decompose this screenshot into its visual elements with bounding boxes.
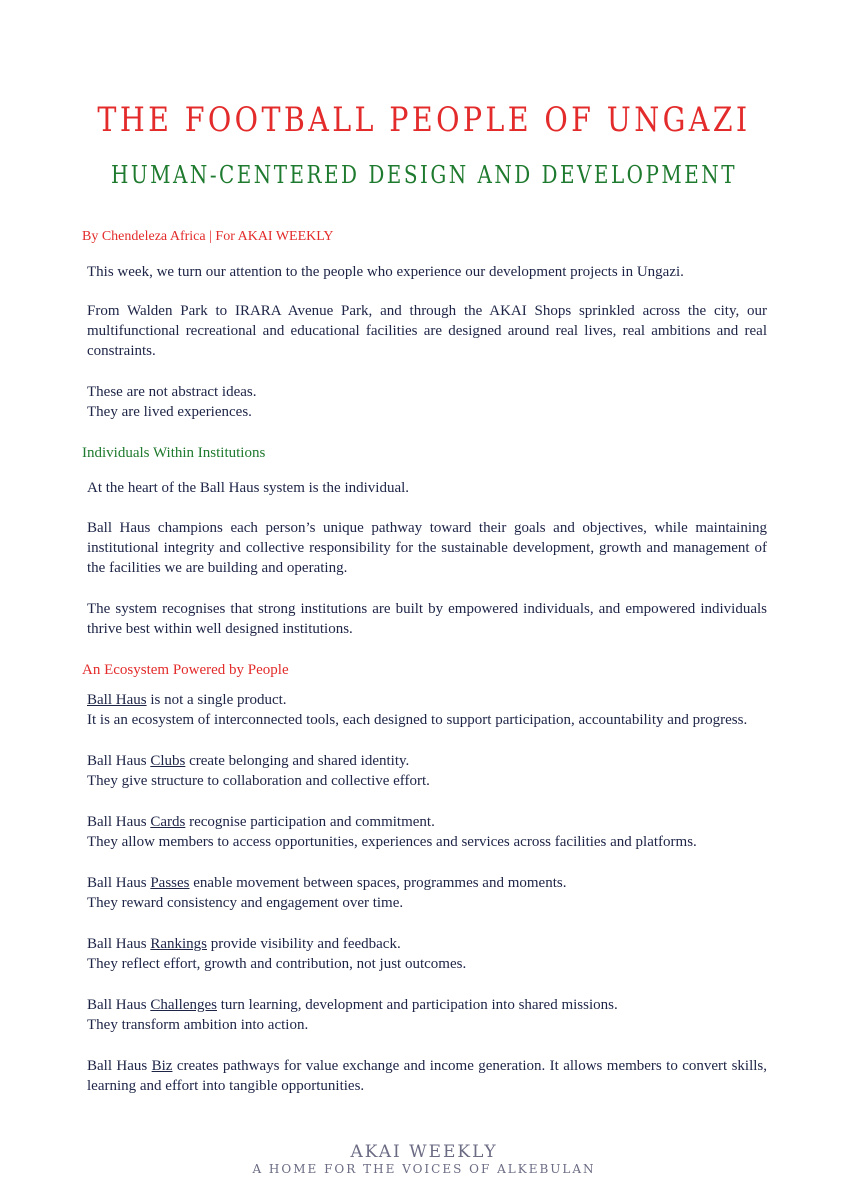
section1-paragraph-3: The system recognises that strong institutions are built by empowered individuals, and empowered individuals thrive best within well designed institutions. — [87, 601, 767, 637]
intro-paragraph-2: From Walden Park to IRARA Avenue Park, and through the AKAI Shops sprinkled across the city, our multifunctional recreational and educational facilities are designed around real lives, real ambitions and real constraints. — [87, 303, 767, 359]
ecosystem-item-passes — [87, 873, 767, 913]
item-line-1: recognise participation and commitment. — [185, 814, 435, 830]
item-line-1: provide visibility and feedback. — [207, 936, 401, 952]
item-line-2: It is an ecosystem of interconnected tools, each designed to support participation, accountability and progress. — [87, 712, 748, 728]
item-line-1: is not a single product. — [146, 692, 287, 708]
item-prefix: Ball Haus — [87, 997, 151, 1013]
ecosystem-item-clubs — [87, 751, 767, 791]
ecosystem-item-ball-haus — [87, 690, 767, 730]
byline: By Chendeleza Africa | For AKAI WEEKLY — [82, 229, 334, 244]
ecosystem-item-biz — [87, 1056, 767, 1096]
intro-line-2: They are lived experiences. — [87, 404, 252, 420]
item-line-2: They reward consistency and engagement over time. — [87, 895, 404, 911]
item-line-2: They give structure to collaboration and collective effort. — [87, 773, 430, 789]
item-prefix: Ball Haus — [87, 753, 151, 769]
section-heading-individuals: Individuals Within Institutions — [82, 445, 266, 461]
term-link-ball-haus[interactable]: Ball Haus — [87, 692, 147, 708]
term-link-cards[interactable]: Cards — [150, 814, 186, 830]
term-link-clubs[interactable]: Clubs — [150, 753, 186, 769]
term-link-rankings[interactable]: Rankings — [150, 936, 207, 952]
item-line-2: They transform ambition into action. — [87, 1017, 309, 1033]
section-heading-ecosystem: An Ecosystem Powered by People — [82, 662, 289, 678]
item-line-1: enable movement between spaces, programmes and moments. — [189, 875, 567, 891]
term-link-challenges[interactable]: Challenges — [150, 997, 217, 1013]
item-text: creates pathways for value exchange and income generation. It allows members to convert skills, learning and effort into tangible opportunities. — [87, 1058, 767, 1094]
page-subtitle: HUMAN-CENTERED DESIGN AND DEVELOPMENT — [110, 161, 738, 189]
intro-paragraph-3 — [87, 382, 767, 422]
footer-tagline: A HOME FOR THE VOICES OF ALKEBULAN — [252, 1162, 596, 1176]
ecosystem-item-rankings — [87, 934, 767, 974]
term-link-biz[interactable]: Biz — [151, 1058, 173, 1074]
ecosystem-item-cards — [87, 812, 767, 852]
section1-paragraph-2: Ball Haus champions each person’s unique pathway toward their goals and objectives, while maintaining institutional integrity and collective responsibility for the sustainable development, growth and management of the facilities we are building and operating. — [87, 520, 767, 576]
intro-paragraph-1: This week, we turn our attention to the people who experience our development projects in Ungazi. — [87, 264, 684, 280]
item-prefix: Ball Haus — [87, 875, 151, 891]
page-title: THE FOOTBALL PEOPLE OF UNGAZI — [97, 100, 751, 140]
item-prefix: Ball Haus — [87, 936, 151, 952]
section1-paragraph-1: At the heart of the Ball Haus system is the individual. — [87, 480, 410, 496]
term-link-passes[interactable]: Passes — [150, 875, 190, 891]
item-line-2: They reflect effort, growth and contribution, not just outcomes. — [87, 956, 467, 972]
item-line-1: turn learning, development and participation into shared missions. — [216, 997, 618, 1013]
item-prefix: Ball Haus — [87, 814, 151, 830]
item-line-2: They allow members to access opportunities, experiences and services across facilities and platforms. — [87, 834, 697, 850]
item-prefix: Ball Haus — [87, 1058, 152, 1074]
ecosystem-item-challenges — [87, 995, 767, 1035]
footer-publication-name: AKAI WEEKLY — [350, 1142, 498, 1162]
item-line-1: create belonging and shared identity. — [185, 753, 410, 769]
intro-line-1: These are not abstract ideas. — [87, 384, 257, 400]
